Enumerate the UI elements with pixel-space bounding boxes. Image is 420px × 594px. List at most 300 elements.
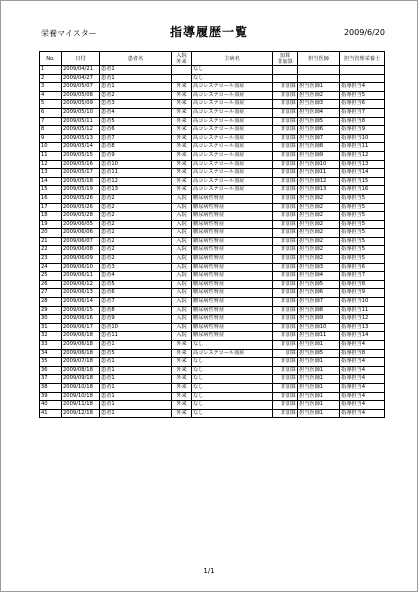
- col-addition-cell: 非加算: [273, 392, 298, 401]
- col-disease-cell: 糖尿病性腎症: [192, 306, 273, 315]
- col-no-cell: 39: [40, 392, 62, 401]
- col-disease-cell: 高コレステロール血症: [192, 169, 273, 178]
- col-dietitian-cell: 指導担当10: [340, 134, 385, 143]
- col-inout-cell: 入院: [172, 263, 192, 272]
- app-name: 栄養マイスター: [41, 29, 97, 38]
- col-addition-cell: 非加算: [273, 409, 298, 418]
- col-addition-cell: 加算: [273, 349, 298, 358]
- col-inout-cell: 入院: [172, 237, 192, 246]
- col-patient-cell: 患者11: [100, 169, 172, 178]
- col-patient-cell: 患者9: [100, 151, 172, 160]
- col-addition-cell: 非加算: [273, 143, 298, 152]
- col-date-cell: 2009/06/15: [62, 306, 100, 315]
- col-addition-cell: 非加算: [273, 220, 298, 229]
- table-row: [40, 143, 385, 152]
- col-no-cell: 18: [40, 212, 62, 221]
- col-patient-cell: 患者7: [100, 134, 172, 143]
- col-date-cell: 2009/05/16: [62, 160, 100, 169]
- col-dietitian-cell: 指導担当9: [340, 289, 385, 298]
- col-disease-cell: 糖尿病性腎症: [192, 272, 273, 281]
- col-patient-cell: 患者2: [100, 220, 172, 229]
- col-inout-cell: 入院: [172, 306, 192, 315]
- col-no-cell: 13: [40, 169, 62, 178]
- col-addition-cell: 非加算: [273, 401, 298, 410]
- col-inout-cell: 入院: [172, 246, 192, 255]
- col-no-cell: 23: [40, 255, 62, 264]
- col-date-cell: 2009/06/13: [62, 289, 100, 298]
- col-disease-cell: 糖尿病性腎症: [192, 315, 273, 324]
- col-date-cell: 2009/06/08: [62, 246, 100, 255]
- col-disease-cell: 高コレステロール血症: [192, 177, 273, 186]
- col-disease-cell: 糖尿病性腎症: [192, 323, 273, 332]
- col-addition-cell: 非加算: [273, 83, 298, 92]
- col-date-cell: 2009/05/26: [62, 194, 100, 203]
- col-patient-cell: 患者4: [100, 272, 172, 281]
- col-no-cell: 3: [40, 83, 62, 92]
- col-inout-cell: 外来: [172, 401, 192, 410]
- col-no-cell: 10: [40, 143, 62, 152]
- table-row: [40, 392, 385, 401]
- table-row: [40, 186, 385, 195]
- col-disease-cell: なし: [192, 401, 273, 410]
- col-addition-cell: 非加算: [273, 246, 298, 255]
- col-no-cell: 28: [40, 298, 62, 307]
- col-inout-cell: 外来: [172, 349, 192, 358]
- col-date-cell: 2009/06/06: [62, 229, 100, 238]
- table-row: [40, 366, 385, 375]
- col-inout-cell: 入院: [172, 289, 192, 298]
- col-addition-cell: 非加算: [273, 108, 298, 117]
- col-disease-cell: 糖尿病性腎症: [192, 332, 273, 341]
- col-no-cell: 37: [40, 375, 62, 384]
- col-date-cell: 2009/05/09: [62, 100, 100, 109]
- col-no-cell: 36: [40, 366, 62, 375]
- col-date-cell: 2009/06/07: [62, 237, 100, 246]
- col-disease-cell: 糖尿病性腎症: [192, 255, 273, 264]
- col-doctor-cell: 担当医師6: [298, 289, 340, 298]
- col-date-cell: 2009/05/18: [62, 177, 100, 186]
- col-patient-cell: 患者2: [100, 229, 172, 238]
- col-disease-cell: 高コレステロール血症: [192, 160, 273, 169]
- col-dietitian-cell: 指導担当5: [340, 194, 385, 203]
- col-dietitian-cell: 指導担当5: [340, 212, 385, 221]
- col-addition-cell: 非加算: [273, 255, 298, 264]
- report-date: 2009/6/20: [343, 28, 385, 37]
- table-row: [40, 83, 385, 92]
- col-addition-cell: 非加算: [273, 100, 298, 109]
- col-date-cell: 2009/06/05: [62, 220, 100, 229]
- col-date-cell: 2009/06/09: [62, 255, 100, 264]
- col-addition-cell: 非加算: [273, 169, 298, 178]
- col-disease-cell: なし: [192, 341, 273, 350]
- col-no-cell: 14: [40, 177, 62, 186]
- col-date-cell: 2009/05/12: [62, 126, 100, 135]
- col-doctor-cell: 担当医師2: [298, 255, 340, 264]
- col-doctor-cell: [298, 74, 340, 83]
- col-dietitian-cell: 指導担当16: [340, 186, 385, 195]
- table-row: [40, 263, 385, 272]
- col-no-cell: 34: [40, 349, 62, 358]
- col-date-cell: 2009/06/16: [62, 315, 100, 324]
- col-inout-cell: 外来: [172, 134, 192, 143]
- table-row: [40, 108, 385, 117]
- col-dietitian-cell: 指導担当4: [340, 401, 385, 410]
- table-row: [40, 194, 385, 203]
- col-dietitian-cell: 指導担当11: [340, 306, 385, 315]
- col-dietitian-cell: 指導担当12: [340, 151, 385, 160]
- col-date-cell: 2009/06/18: [62, 341, 100, 350]
- col-no-cell: 41: [40, 409, 62, 418]
- col-no-cell: 27: [40, 289, 62, 298]
- table-row: [40, 323, 385, 332]
- col-addition-cell: 非加算: [273, 177, 298, 186]
- col-date-cell: 2009/06/14: [62, 298, 100, 307]
- col-dietitian-cell: 指導担当6: [340, 100, 385, 109]
- col-no-cell: 7: [40, 117, 62, 126]
- col-addition-cell: 非加算: [273, 323, 298, 332]
- col-patient-cell: 患者11: [100, 332, 172, 341]
- col-addition-cell: 非加算: [273, 134, 298, 143]
- col-disease-cell: 高コレステロール血症: [192, 108, 273, 117]
- col-patient-cell: 患者2: [100, 246, 172, 255]
- col-patient-cell: 患者5: [100, 280, 172, 289]
- col-patient-cell: 患者3: [100, 263, 172, 272]
- table-row: [40, 358, 385, 367]
- col-date-cell: 2009/05/07: [62, 83, 100, 92]
- col-date-cell: 2009/08/18: [62, 366, 100, 375]
- table-row: [40, 91, 385, 100]
- col-patient-cell: 患者8: [100, 143, 172, 152]
- col-disease-cell: 高コレステロール血症: [192, 83, 273, 92]
- col-inout-cell: 入院: [172, 220, 192, 229]
- col-inout-cell: 入院: [172, 332, 192, 341]
- col-doctor-cell: 担当医師1: [298, 392, 340, 401]
- table-row: [40, 409, 385, 418]
- col-inout-cell: 外来: [172, 100, 192, 109]
- table-row: [40, 280, 385, 289]
- col-dietitian-cell: 指導担当13: [340, 160, 385, 169]
- col-dietitian-cell: 指導担当15: [340, 177, 385, 186]
- col-no-cell: 19: [40, 220, 62, 229]
- col-disease-cell: 高コレステロール血症: [192, 91, 273, 100]
- table-row: [40, 401, 385, 410]
- col-doctor-cell: 担当医師1: [298, 366, 340, 375]
- table-row: [40, 134, 385, 143]
- col-patient-cell: 患者13: [100, 186, 172, 195]
- col-dietitian-cell: 指導担当5: [340, 91, 385, 100]
- col-no-cell: 12: [40, 160, 62, 169]
- table-row: [40, 298, 385, 307]
- col-doctor-cell: 担当医師5: [298, 280, 340, 289]
- table-row: [40, 315, 385, 324]
- col-disease-cell: 高コレステロール血症: [192, 134, 273, 143]
- col-patient-cell: 患者1: [100, 392, 172, 401]
- col-dietitian-cell: [340, 74, 385, 83]
- col-disease-cell: 糖尿病性腎症: [192, 298, 273, 307]
- col-date-cell: 2009/05/11: [62, 117, 100, 126]
- col-patient-cell: 患者1: [100, 74, 172, 83]
- col-doctor-cell: 担当医師2: [298, 229, 340, 238]
- col-no-cell: 20: [40, 229, 62, 238]
- col-addition-cell: 非加算: [273, 263, 298, 272]
- col-inout-cell: 入院: [172, 255, 192, 264]
- col-disease-cell: 高コレステロール血症: [192, 349, 273, 358]
- page-number: 1/1: [203, 567, 215, 575]
- col-no-cell: 5: [40, 100, 62, 109]
- table-row: [40, 229, 385, 238]
- col-no-cell: 38: [40, 383, 62, 392]
- col-dietitian-cell: 指導担当10: [340, 298, 385, 307]
- col-dietitian-cell: 指導担当4: [340, 366, 385, 375]
- col-disease-cell: なし: [192, 392, 273, 401]
- col-date-cell: 2009/06/18: [62, 349, 100, 358]
- col-disease-cell: 糖尿病性腎症: [192, 289, 273, 298]
- col-no-header: No.: [40, 52, 62, 66]
- col-inout-cell: 入院: [172, 315, 192, 324]
- col-inout-cell: 入院: [172, 280, 192, 289]
- col-doctor-cell: 担当医師2: [298, 246, 340, 255]
- col-no-cell: 26: [40, 280, 62, 289]
- col-addition-cell: 非加算: [273, 237, 298, 246]
- col-date-cell: 2009/12/18: [62, 409, 100, 418]
- col-date-cell: 2009/05/17: [62, 169, 100, 178]
- col-date-cell: 2009/11/18: [62, 401, 100, 410]
- col-patient-cell: 患者5: [100, 117, 172, 126]
- table-row: [40, 117, 385, 126]
- col-doctor-cell: 担当医師1: [298, 83, 340, 92]
- col-inout-cell: 外来: [172, 169, 192, 178]
- col-doctor-cell: 担当医師12: [298, 177, 340, 186]
- col-doctor-cell: 担当医師1: [298, 375, 340, 384]
- table-row: [40, 246, 385, 255]
- col-patient-cell: 患者2: [100, 237, 172, 246]
- col-inout-cell: 入院: [172, 212, 192, 221]
- col-inout-cell: 外来: [172, 392, 192, 401]
- col-addition-cell: 非加算: [273, 298, 298, 307]
- col-disease-cell: なし: [192, 366, 273, 375]
- col-patient-cell: 患者8: [100, 306, 172, 315]
- col-patient-cell: 患者1: [100, 401, 172, 410]
- col-doctor-cell: 担当医師7: [298, 298, 340, 307]
- col-addition-header: 加算 非加算: [273, 52, 298, 66]
- col-no-cell: 40: [40, 401, 62, 410]
- col-disease-cell: なし: [192, 74, 273, 83]
- col-inout-cell: 外来: [172, 91, 192, 100]
- col-no-cell: 2: [40, 74, 62, 83]
- col-disease-cell: 糖尿病性腎症: [192, 229, 273, 238]
- history-table: [39, 51, 385, 418]
- table-row: [40, 272, 385, 281]
- table-header-row: [40, 52, 385, 66]
- col-disease-cell: なし: [192, 66, 273, 75]
- col-dietitian-cell: 指導担当5: [340, 203, 385, 212]
- col-disease-cell: 糖尿病性腎症: [192, 212, 273, 221]
- col-disease-cell: 高コレステロール血症: [192, 126, 273, 135]
- col-doctor-cell: 担当医師8: [298, 306, 340, 315]
- col-no-cell: 11: [40, 151, 62, 160]
- col-no-cell: 21: [40, 237, 62, 246]
- col-addition-cell: 非加算: [273, 91, 298, 100]
- col-patient-cell: 患者4: [100, 108, 172, 117]
- col-doctor-cell: 担当医師11: [298, 169, 340, 178]
- col-disease-cell: 高コレステロール血症: [192, 151, 273, 160]
- col-disease-cell: なし: [192, 358, 273, 367]
- table-row: [40, 341, 385, 350]
- col-doctor-cell: 担当医師2: [298, 237, 340, 246]
- col-date-cell: 2009/05/19: [62, 186, 100, 195]
- col-dietitian-cell: 指導担当9: [340, 126, 385, 135]
- table-row: [40, 375, 385, 384]
- table-row: [40, 126, 385, 135]
- col-disease-cell: 糖尿病性腎症: [192, 263, 273, 272]
- col-dietitian-cell: [340, 66, 385, 75]
- col-dietitian-cell: 指導担当13: [340, 323, 385, 332]
- col-dietitian-cell: 指導担当7: [340, 108, 385, 117]
- col-inout-cell: 外来: [172, 117, 192, 126]
- table-row: [40, 74, 385, 83]
- col-no-cell: 15: [40, 186, 62, 195]
- col-disease-cell: 高コレステロール血症: [192, 186, 273, 195]
- col-no-cell: 32: [40, 332, 62, 341]
- col-date-cell: 2009/07/18: [62, 358, 100, 367]
- col-date-cell: 2009/10/18: [62, 392, 100, 401]
- col-dietitian-cell: 指導担当8: [340, 280, 385, 289]
- col-dietitian-cell: 指導担当8: [340, 117, 385, 126]
- col-doctor-cell: 担当医師10: [298, 323, 340, 332]
- col-date-cell: 2009/06/12: [62, 280, 100, 289]
- col-no-cell: 9: [40, 134, 62, 143]
- col-date-cell: 2009/05/15: [62, 151, 100, 160]
- col-patient-cell: 患者1: [100, 83, 172, 92]
- col-dietitian-cell: 指導担当4: [340, 341, 385, 350]
- col-doctor-cell: 担当医師10: [298, 160, 340, 169]
- col-inout-cell: 外来: [172, 108, 192, 117]
- col-inout-cell: 入院: [172, 272, 192, 281]
- col-date-cell: 2009/06/18: [62, 332, 100, 341]
- col-patient-cell: 患者1: [100, 383, 172, 392]
- col-dietitian-cell: 指導担当4: [340, 83, 385, 92]
- col-addition-cell: 非加算: [273, 160, 298, 169]
- col-inout-cell: [172, 66, 192, 75]
- col-inout-cell: 入院: [172, 194, 192, 203]
- table-row: [40, 151, 385, 160]
- col-no-cell: 16: [40, 194, 62, 203]
- col-patient-cell: 患者2: [100, 91, 172, 100]
- col-no-cell: 29: [40, 306, 62, 315]
- col-patient-cell: 患者1: [100, 375, 172, 384]
- col-doctor-cell: 担当医師1: [298, 401, 340, 410]
- col-addition-cell: 非加算: [273, 375, 298, 384]
- col-patient-cell: 患者2: [100, 194, 172, 203]
- col-inout-cell: 外来: [172, 186, 192, 195]
- col-patient-cell: 患者1: [100, 66, 172, 75]
- col-doctor-cell: 担当医師7: [298, 134, 340, 143]
- col-patient-cell: 患者10: [100, 323, 172, 332]
- col-doctor-cell: 担当医師3: [298, 263, 340, 272]
- col-dietitian-cell: 指導担当5: [340, 237, 385, 246]
- col-inout-cell: 外来: [172, 409, 192, 418]
- col-patient-cell: 患者10: [100, 160, 172, 169]
- table-body: [40, 66, 385, 418]
- col-dietitian-cell: 指導担当4: [340, 409, 385, 418]
- col-dietitian-cell: 指導担当5: [340, 255, 385, 264]
- col-doctor-cell: 担当医師1: [298, 409, 340, 418]
- table-row: [40, 66, 385, 75]
- col-dietitian-cell: 指導担当4: [340, 383, 385, 392]
- col-disease-header: 主病名: [192, 52, 273, 66]
- col-disease-cell: なし: [192, 383, 273, 392]
- col-patient-cell: 患者3: [100, 100, 172, 109]
- col-doctor-cell: 担当医師2: [298, 203, 340, 212]
- col-dietitian-cell: 指導担当7: [340, 272, 385, 281]
- table-row: [40, 169, 385, 178]
- col-doctor-cell: 担当医師5: [298, 349, 340, 358]
- col-doctor-cell: 担当医師4: [298, 272, 340, 281]
- col-no-cell: 30: [40, 315, 62, 324]
- col-disease-cell: なし: [192, 375, 273, 384]
- table-row: [40, 383, 385, 392]
- col-doctor-cell: 担当医師2: [298, 212, 340, 221]
- col-dietitian-cell: 指導担当5: [340, 246, 385, 255]
- col-no-cell: 6: [40, 108, 62, 117]
- col-no-cell: 17: [40, 203, 62, 212]
- col-doctor-cell: 担当医師9: [298, 315, 340, 324]
- col-doctor-cell: 担当医師1: [298, 341, 340, 350]
- col-patient-cell: 患者5: [100, 349, 172, 358]
- col-inout-cell: 外来: [172, 366, 192, 375]
- col-inout-cell: 外来: [172, 126, 192, 135]
- col-addition-cell: 非加算: [273, 194, 298, 203]
- col-addition-cell: 非加算: [273, 358, 298, 367]
- col-dietitian-cell: 指導担当12: [340, 315, 385, 324]
- table-row: [40, 332, 385, 341]
- table-row: [40, 100, 385, 109]
- col-inout-cell: 外来: [172, 83, 192, 92]
- col-date-cell: 2009/06/10: [62, 263, 100, 272]
- col-date-cell: 2009/04/27: [62, 74, 100, 83]
- col-dietitian-cell: 指導担当8: [340, 349, 385, 358]
- col-addition-cell: 非加算: [273, 383, 298, 392]
- col-no-cell: 1: [40, 66, 62, 75]
- table-row: [40, 349, 385, 358]
- col-no-cell: 25: [40, 272, 62, 281]
- col-disease-cell: 糖尿病性腎症: [192, 220, 273, 229]
- col-disease-cell: 高コレステロール血症: [192, 143, 273, 152]
- col-addition-cell: [273, 74, 298, 83]
- col-addition-cell: 非加算: [273, 186, 298, 195]
- col-addition-cell: 非加算: [273, 126, 298, 135]
- col-inout-cell: 入院: [172, 298, 192, 307]
- col-doctor-cell: 担当医師8: [298, 143, 340, 152]
- col-patient-cell: 患者1: [100, 358, 172, 367]
- col-date-cell: 2009/05/28: [62, 212, 100, 221]
- col-no-cell: 33: [40, 341, 62, 350]
- col-patient-cell: 患者6: [100, 126, 172, 135]
- col-disease-cell: 糖尿病性腎症: [192, 203, 273, 212]
- col-dietitian-cell: 指導担当6: [340, 263, 385, 272]
- col-patient-cell: 患者1: [100, 341, 172, 350]
- col-addition-cell: 非加算: [273, 306, 298, 315]
- col-doctor-cell: 担当医師1: [298, 383, 340, 392]
- col-dietitian-cell: 指導担当5: [340, 229, 385, 238]
- col-inout-cell: 入院: [172, 203, 192, 212]
- col-date-cell: 2009/09/18: [62, 375, 100, 384]
- col-dietitian-cell: 指導担当4: [340, 358, 385, 367]
- col-patient-cell: 患者2: [100, 203, 172, 212]
- col-disease-cell: 糖尿病性腎症: [192, 194, 273, 203]
- col-inout-cell: 外来: [172, 375, 192, 384]
- col-doctor-cell: 担当医師9: [298, 151, 340, 160]
